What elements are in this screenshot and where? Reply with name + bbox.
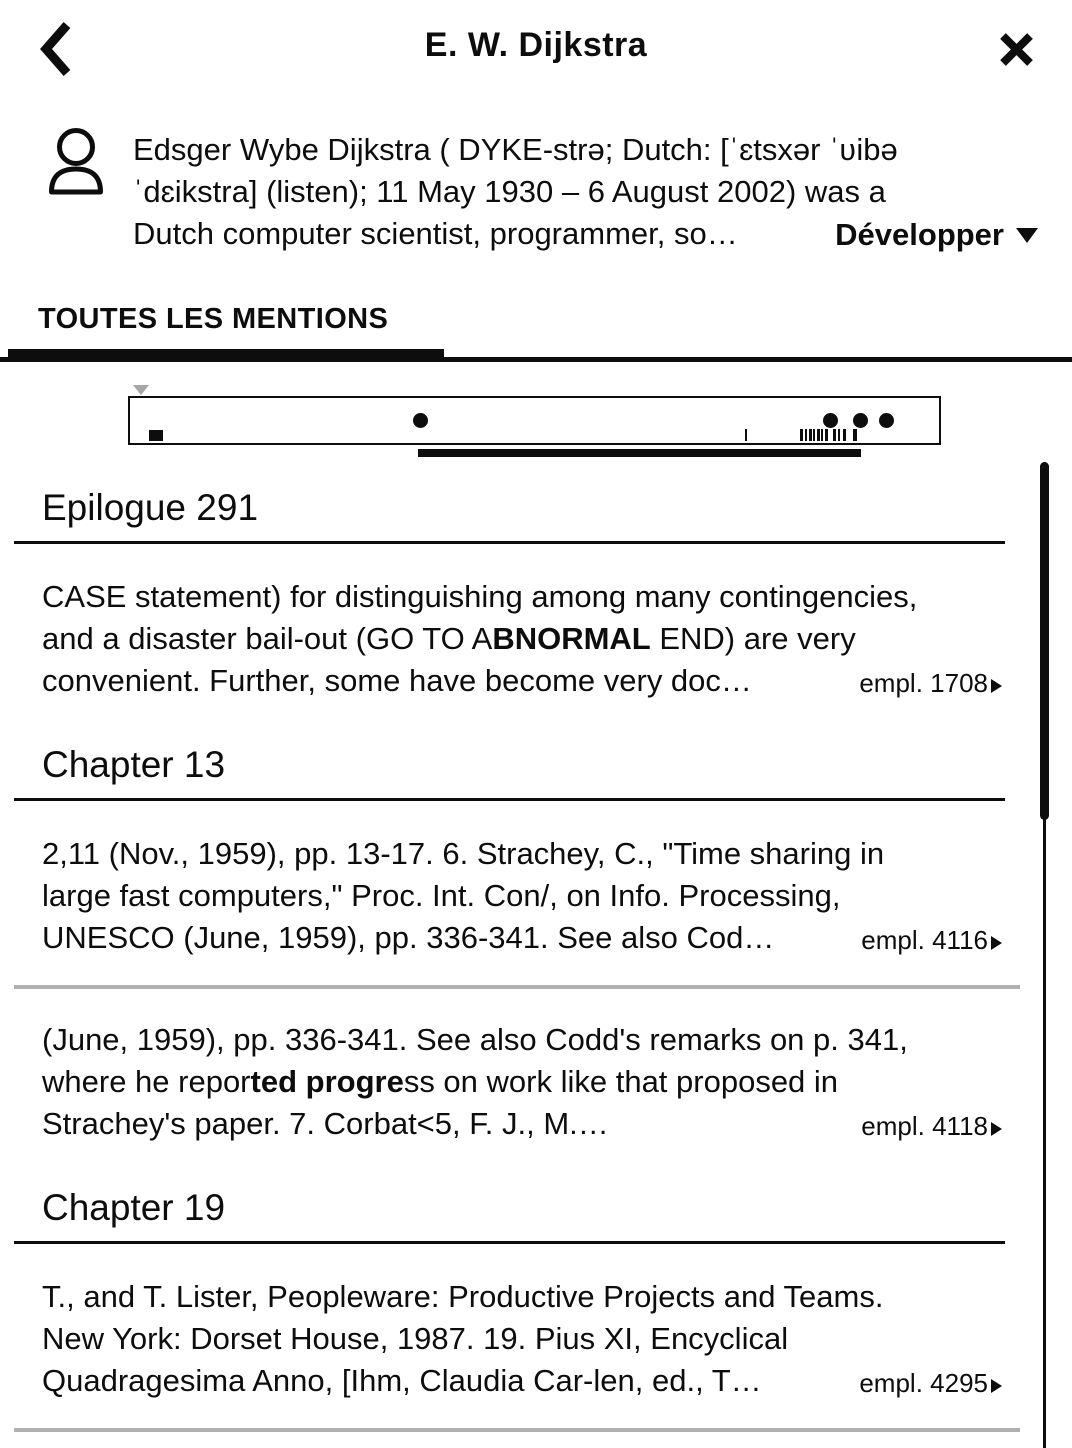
arrow-right-icon bbox=[991, 679, 1002, 693]
timeline-scrubber[interactable] bbox=[128, 396, 941, 445]
bio-line: Edsger Wybe Dijkstra ( DYKE-strə; Dutch: [ˈɛtsxər ˈʋibə bbox=[133, 132, 898, 167]
excerpt-text: CASE statement) for distinguishing among many contingencies, bbox=[42, 579, 918, 614]
excerpt-text: New York: Dorset House, 1987. 19. Pius XI, Encyclical bbox=[42, 1321, 789, 1356]
mention-item[interactable] bbox=[42, 1276, 1030, 1402]
close-button[interactable] bbox=[994, 27, 1038, 71]
section-heading: Epilogue 291 bbox=[42, 487, 259, 528]
mention-locator[interactable] bbox=[861, 925, 1002, 955]
entity-description bbox=[133, 129, 898, 255]
section-heading: Chapter 19 bbox=[42, 1187, 226, 1228]
excerpt-text: 2,11 (Nov., 1959), pp. 13-17. 6. Strachey, C., "Time sharing in bbox=[42, 836, 885, 871]
mention-line bbox=[42, 833, 1030, 875]
mention-line bbox=[42, 875, 1030, 917]
locator-label: empl. 1708 bbox=[859, 668, 988, 698]
excerpt-text: Strachey's paper. 7. Corbat<5, F. J., M.… bbox=[42, 1106, 609, 1141]
timeline-mention-tick bbox=[843, 429, 846, 441]
bio-line: Dutch computer scientist, programmer, so… bbox=[133, 216, 738, 251]
timeline-mention-dot bbox=[823, 413, 838, 428]
timeline-mention-tick bbox=[821, 429, 823, 441]
timeline-mention-tick bbox=[838, 429, 840, 441]
locator-label: empl. 4116 bbox=[861, 925, 988, 955]
excerpt-text: ss on work like that proposed in bbox=[403, 1064, 839, 1099]
timeline-mention-tick bbox=[745, 429, 747, 441]
mention-locator[interactable] bbox=[859, 1368, 1002, 1398]
mentions-list bbox=[0, 470, 1072, 1432]
timeline-mention-dot bbox=[413, 413, 428, 428]
locator-label: empl. 4295 bbox=[859, 1368, 988, 1398]
excerpt-text: END) are very bbox=[650, 621, 856, 656]
scrollbar-thumb[interactable] bbox=[1040, 462, 1049, 820]
close-icon bbox=[994, 27, 1038, 71]
excerpt-text: Quadragesima Anno, [Ihm, Claudia Car-len, ed., T… bbox=[42, 1363, 762, 1398]
arrow-right-icon bbox=[991, 1379, 1002, 1393]
excerpt-text: where he repor bbox=[42, 1064, 251, 1099]
mention-item[interactable] bbox=[42, 1019, 1030, 1145]
timeline-mention-tick bbox=[809, 429, 812, 441]
highlighted-term: ted progre bbox=[250, 1064, 404, 1099]
section-heading: Chapter 13 bbox=[42, 744, 226, 785]
timeline-mention-tick bbox=[813, 429, 815, 441]
mention-locator[interactable] bbox=[861, 1111, 1002, 1141]
mention-item[interactable] bbox=[42, 833, 1030, 959]
timeline-mention-tick bbox=[825, 429, 828, 441]
expand-button[interactable] bbox=[835, 214, 1038, 256]
timeline-mention-tick bbox=[833, 429, 836, 441]
mention-line bbox=[42, 1276, 1030, 1318]
excerpt-text: and a disaster bail-out (GO TO A bbox=[42, 621, 493, 656]
person-icon bbox=[45, 124, 107, 198]
mention-line bbox=[42, 1318, 1030, 1360]
mention-line bbox=[42, 1061, 1030, 1103]
mention-line bbox=[42, 618, 1030, 660]
mention-line bbox=[42, 576, 1030, 618]
timeline-mention-dot bbox=[879, 413, 894, 428]
caret-down-icon bbox=[1016, 228, 1038, 243]
timeline-mention-tick bbox=[853, 429, 857, 441]
timeline-mention-tick bbox=[805, 429, 807, 441]
expand-label: Développer bbox=[835, 217, 1004, 252]
section-rule bbox=[14, 798, 1005, 801]
arrow-right-icon bbox=[991, 1122, 1002, 1136]
excerpt-text: UNESCO (June, 1959), pp. 336-341. See also Cod… bbox=[42, 920, 775, 955]
mention-locator[interactable] bbox=[859, 668, 1002, 698]
mention-item[interactable] bbox=[42, 576, 1030, 702]
timeline-current-marker bbox=[149, 430, 163, 441]
locator-label: empl. 4118 bbox=[861, 1111, 988, 1141]
page-title: E. W. Dijkstra bbox=[424, 26, 648, 64]
mention-line bbox=[42, 1019, 1030, 1061]
excerpt-text: (June, 1959), pp. 336-341. See also Codd's remarks on p. 341, bbox=[42, 1022, 908, 1057]
timeline-mention-tick bbox=[817, 429, 820, 441]
timeline-mention-dot bbox=[853, 413, 868, 428]
excerpt-text: large fast computers," Proc. Int. Con/, on Info. Processing, bbox=[42, 878, 841, 913]
section-rule bbox=[14, 541, 1005, 544]
bio-line: ˈdɛikstra] (listen); 11 May 1930 – 6 August 2002) was a bbox=[133, 174, 886, 209]
item-divider bbox=[14, 1428, 1020, 1432]
tab-active-underline bbox=[8, 349, 444, 362]
tab-all-mentions[interactable]: TOUTES LES MENTIONS bbox=[38, 303, 389, 335]
timeline-position-pointer-icon bbox=[133, 385, 149, 395]
timeline-range-bar bbox=[418, 449, 861, 457]
excerpt-text: convenient. Further, some have become very doc… bbox=[42, 663, 752, 698]
excerpt-text: T., and T. Lister, Peopleware: Productive Projects and Teams. bbox=[42, 1279, 884, 1314]
timeline-mention-tick bbox=[800, 429, 803, 441]
arrow-right-icon bbox=[991, 936, 1002, 950]
highlighted-term: BNORMAL bbox=[492, 621, 651, 656]
item-divider bbox=[14, 985, 1020, 989]
section-rule bbox=[14, 1241, 1005, 1244]
